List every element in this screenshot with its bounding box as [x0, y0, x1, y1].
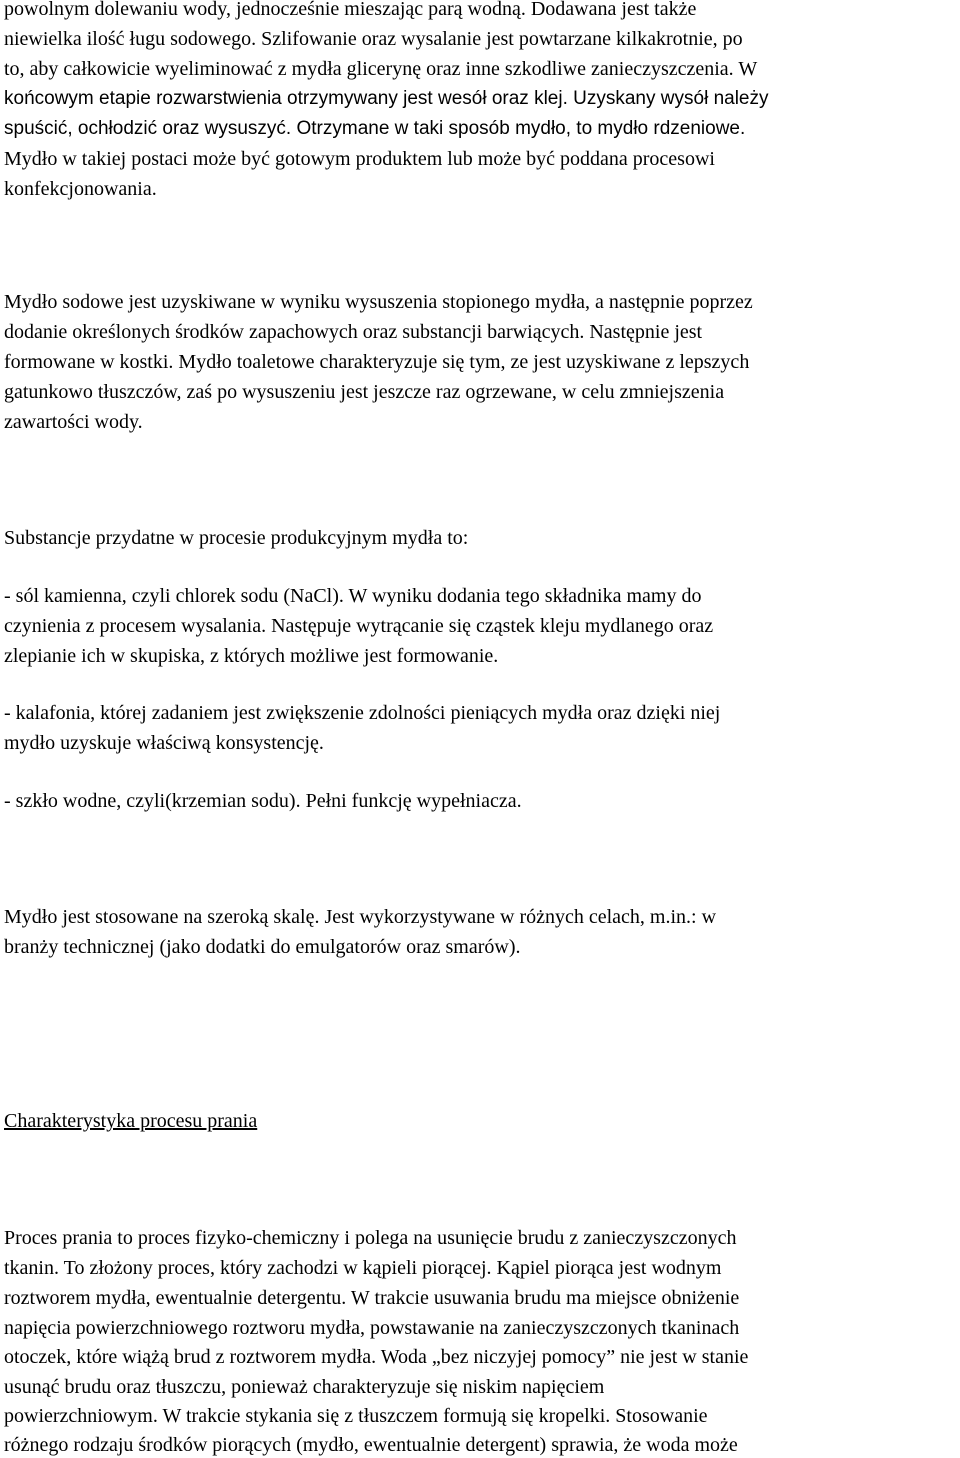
washing-paragraph-line: usunąć brudu oraz tłuszczu, ponieważ charakteryzuje się niskim napięciem [4, 1376, 605, 1398]
washing-paragraph-line: różnego rodzaju środków piorących (mydło, ewentualnie detergent) sprawia, że woda może [4, 1434, 738, 1456]
intro-line: Mydło w takiej postaci może być gotowym produktem lub może być poddana procesowi [4, 148, 715, 170]
substance-rosin-line: - kalafonia, której zadaniem jest zwiększenie zdolności pieniących mydła oraz dzięki niej [4, 702, 721, 724]
intro-line: konfekcjonowania. [4, 178, 157, 200]
intro-line: niewielka ilość ługu sodowego. Szlifowanie oraz wysalanie jest powtarzane kilkakrotnie, po [4, 28, 743, 50]
section-heading: Charakterystyka procesu prania [4, 1110, 258, 1132]
soap-paragraph-line: Mydło sodowe jest uzyskiwane w wyniku wysuszenia stopionego mydła, a następnie poprzez [4, 291, 753, 313]
soap-paragraph-line: dodanie określonych środków zapachowych oraz substancji barwiących. Następnie jest [4, 321, 703, 343]
substance-salt-line: czynienia z procesem wysalania. Następuje wytrącanie się cząstek kleju mydlanego oraz [4, 615, 714, 637]
substance-salt-line: - sól kamienna, czyli chlorek sodu (NaCl). W wyniku dodania tego składnika mamy do [4, 585, 702, 607]
washing-paragraph-line: Proces prania to proces fizyko-chemiczny i polega na usunięcie brudu z zanieczyszczonych [4, 1227, 737, 1249]
usage-paragraph-line: branży technicznej (jako dodatki do emulgatorów oraz smarów). [4, 936, 521, 958]
usage-paragraph-line: Mydło jest stosowane na szeroką skalę. Jest wykorzystywane w różnych celach, m.in.: w [4, 906, 717, 928]
washing-paragraph-line: roztworem mydła, ewentualnie detergentu. W trakcie usuwania brudu ma miejsce obniżenie [4, 1287, 740, 1309]
intro-line: końcowym etapie rozwarstwienia otrzymywany jest wesół oraz klej. Uzyskany wysół należy [4, 88, 769, 109]
intro-line: powolnym dolewaniu wody, jednocześnie mieszając parą wodną. Dodawana jest także [4, 0, 697, 20]
substances-heading: Substancje przydatne w procesie produkcyjnym mydła to: [4, 527, 469, 549]
intro-line: to, aby całkowicie wyeliminować z mydła glicerynę oraz inne szkodliwe zanieczyszczenia. W [4, 58, 758, 80]
substance-glass-line: - szkło wodne, czyli(krzemian sodu). Pełni funkcję wypełniacza. [4, 790, 522, 812]
soap-paragraph-line: formowane w kostki. Mydło toaletowe charakteryzuje się tym, ze jest uzyskiwane z lepszych [4, 351, 750, 373]
substance-rosin-line: mydło uzyskuje właściwą konsystencję. [4, 732, 324, 754]
substance-salt-line: zlepianie ich w skupiska, z których możliwe jest formowanie. [4, 645, 499, 667]
soap-paragraph-line: gatunkowo tłuszczów, zaś po wysuszeniu jest jeszcze raz ogrzewane, w celu zmniejszenia [4, 381, 725, 403]
soap-paragraph-line: zawartości wody. [4, 411, 143, 433]
washing-paragraph-line: otoczek, które wiążą brud z roztworem mydła. Woda „bez niczyjej pomocy” nie jest w stanie [4, 1346, 749, 1368]
washing-paragraph-line: powierzchniowym. W trakcie stykania się z tłuszczem formują się kropelki. Stosowanie [4, 1405, 708, 1427]
intro-line: spuścić, ochłodzić oraz wysuszyć. Otrzymane w taki sposób mydło, to mydło rdzeniowe. [4, 118, 746, 139]
washing-paragraph-line: napięcia powierzchniowego roztworu mydła, powstawanie na zanieczyszczonych tkaninach [4, 1317, 740, 1339]
washing-paragraph-line: tkanin. To złożony proces, który zachodzi w kąpieli piorącej. Kąpiel piorąca jest wodnym [4, 1257, 722, 1279]
